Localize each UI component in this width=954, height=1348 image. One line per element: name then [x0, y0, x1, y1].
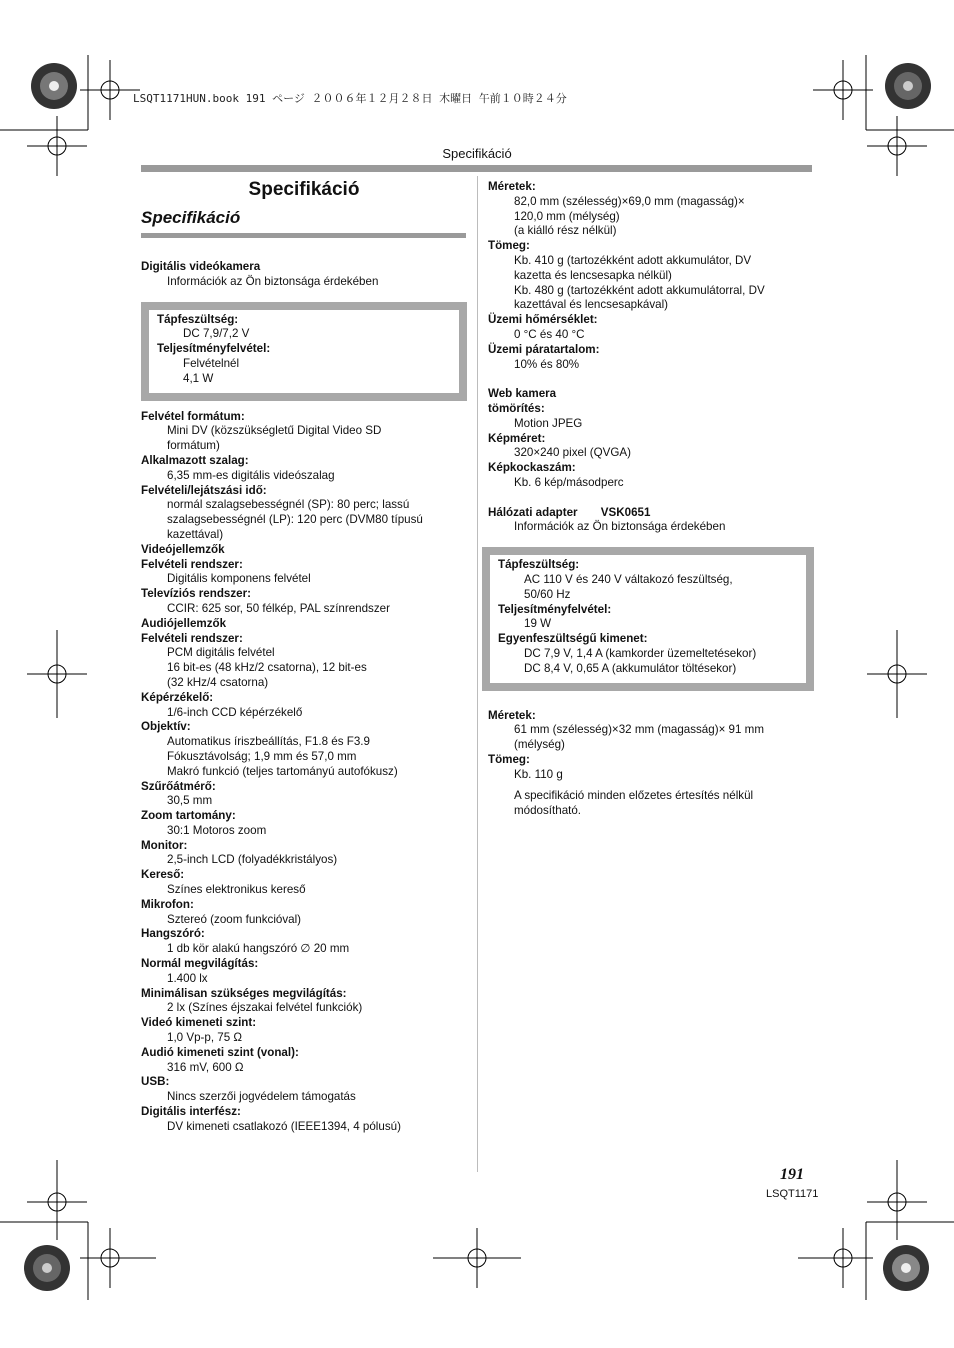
adapter-box — [482, 547, 814, 690]
spec-label: Tápfeszültség: — [498, 558, 580, 572]
spec-label: Televíziós rendszer: — [141, 587, 251, 601]
spec-value: 320×240 pixel (QVGA) — [514, 446, 631, 460]
page-number: 191 — [780, 1166, 804, 1183]
spec-label: Hangszóró: — [141, 927, 205, 941]
spec-value: kazettával és lencsesapkával) — [514, 298, 669, 312]
spec-value: DC 7,9 V, 1,4 A (kamkorder üzemeltetésekor) — [524, 646, 757, 660]
spec-value: Fókusztávolság; 1,9 mm és 57,0 mm — [167, 749, 357, 763]
spec-value: normál szalagsebességnél (SP): 80 perc; lassú — [167, 498, 410, 512]
spec-value: Információk az Ön biztonsága érdekében — [514, 520, 726, 534]
spec-label: Üzemi páratartalom: — [488, 342, 600, 356]
spec-value: 4,1 W — [183, 371, 214, 385]
spec-label: Képméret: — [488, 431, 546, 445]
starburst-tl — [31, 63, 77, 109]
target-tl — [80, 60, 140, 120]
left-column — [141, 177, 467, 1135]
spec-label: USB: — [141, 1075, 170, 1089]
spec-value: 61 mm (szélesség)×32 mm (magasság)× 91 mm — [514, 723, 764, 737]
spec-value: szalagsebességnél (LP): 120 perc (DVM80 típusú — [167, 513, 423, 527]
spec-value: 316 mV, 600 Ω — [167, 1060, 244, 1074]
spec-label: Felvételi rendszer: — [141, 631, 243, 645]
spec-label: Méretek: — [488, 708, 536, 722]
right-column — [488, 180, 810, 819]
spec-label: Monitor: — [141, 838, 188, 852]
spec-label: Videó kimeneti szint: — [141, 1016, 257, 1030]
spec-value: 1,0 Vp-p, 75 Ω — [167, 1031, 243, 1045]
column-divider — [477, 176, 478, 1172]
running-head: Specifikáció — [442, 146, 512, 161]
spec-value: Motion JPEG — [514, 416, 583, 430]
spec-label: Felvételi/lejátszási idő: — [141, 483, 267, 497]
spec-value: (mélység) — [514, 738, 565, 752]
spec-label: Tápfeszültség: — [157, 312, 239, 326]
spec-value: Színes elektronikus kereső — [167, 883, 306, 897]
spec-group-heading: Web kamera — [488, 387, 557, 401]
spec-label: Felvételi rendszer: — [141, 557, 243, 571]
spec-value: DV kimeneti csatlakozó (IEEE1394, 4 pólusú) — [167, 1119, 401, 1133]
spec-value: DC 7,9/7,2 V — [183, 327, 250, 341]
spec-label: Felvétel formátum: — [141, 409, 245, 423]
spec-label: Üzemi hőmérséklet: — [488, 313, 598, 327]
adapter-heading — [488, 506, 810, 521]
spec-value: kazetta és lencsesapka nélkül) — [514, 268, 672, 282]
spec-value: Kb. 110 g — [514, 767, 563, 781]
spec-value: 6,35 mm-es digitális videószalag — [167, 468, 335, 482]
spec-group-heading: Audiójellemzők — [141, 616, 227, 630]
spec-value: Információk az Ön biztonsága érdekében — [167, 274, 379, 288]
spec-value: 2,5-inch LCD (folyadékkristályos) — [167, 853, 338, 867]
spec-label: Digitális videókamera — [141, 260, 261, 273]
spec-label: Képkockaszám: — [488, 461, 576, 475]
spec-value: 16 bit-es (48 kHz/2 csatorna), 12 bit-es — [167, 661, 367, 675]
adapter-model: VSK0651 — [600, 505, 651, 519]
spec-label: Zoom tartomány: — [141, 809, 236, 823]
spec-label: Szűrőátmérő: — [141, 779, 216, 793]
spec-label: Minimálisan szükséges megvilágítás: — [141, 986, 347, 1000]
spec-value: Felvételnél — [183, 356, 240, 370]
spec-label: tömörítés: — [488, 401, 545, 415]
spec-value: 82,0 mm (szélesség)×69,0 mm (magasság)× — [514, 194, 745, 208]
spec-value: 0 °C és 40 °C — [514, 327, 585, 341]
top-rule — [141, 165, 812, 172]
spec-value: (a kiálló rész nélkül) — [514, 224, 617, 238]
spec-value: 19 W — [524, 617, 552, 631]
spec-value: 30:1 Motoros zoom — [167, 823, 267, 837]
spec-label: Teljesítményfelvétel: — [157, 342, 271, 356]
spec-value: Mini DV (közszükségletű Digital Video SD — [167, 424, 382, 438]
spec-label: Normál megvilágítás: — [141, 957, 259, 971]
spec-label: Képérzékelő: — [141, 690, 214, 704]
spec-label: Alkalmazott szalag: — [141, 453, 249, 467]
page-title: Specifikáció — [248, 179, 360, 200]
section-subtitle: Specifikáció — [141, 208, 241, 227]
spec-value: Kb. 480 g (tartozékként adott akkumulátorral, DV — [514, 283, 765, 297]
spec-label: Méretek: — [488, 180, 536, 193]
doc-code: LSQT1171 — [766, 1188, 819, 1200]
spec-value: kazettával) — [167, 527, 224, 541]
spec-label: Teljesítményfelvétel: — [498, 602, 612, 616]
spec-value: Nincs szerzői jogvédelem támogatás — [167, 1090, 356, 1104]
adapter-label: Hálózati adapter — [488, 505, 578, 519]
spec-value: Digitális komponens felvétel — [167, 572, 311, 586]
spec-value: 1 db kör alakú hangszóró ∅ 20 mm — [167, 942, 350, 956]
spec-value: 1.400 lx — [167, 971, 208, 985]
spec-value: Makró funkció (teljes tartományú autofókusz) — [167, 764, 398, 778]
spec-value: DC 8,4 V, 0,65 A (akkumulátor töltésekor) — [524, 661, 737, 675]
note: módosítható. — [514, 804, 582, 818]
spec-label: Digitális interfész: — [141, 1105, 241, 1119]
power-box — [141, 302, 467, 401]
spec-value: 120,0 mm (mélység) — [514, 209, 620, 223]
spec-label: Tömeg: — [488, 752, 530, 766]
spec-value: formátum) — [167, 439, 220, 453]
note: A specifikáció minden előzetes értesítés nélkül — [514, 789, 754, 803]
spec-value: 30,5 mm — [167, 794, 213, 808]
spec-value: CCIR: 625 sor, 50 félkép, PAL színrendszer — [167, 601, 390, 615]
spec-label: Kereső: — [141, 868, 185, 882]
spec-value: Kb. 410 g (tartozékként adott akkumulátor, DV — [514, 253, 752, 267]
spec-value: Sztereó (zoom funkcióval) — [167, 912, 302, 926]
spec-value: 1/6-inch CCD képérzékelő — [167, 705, 303, 719]
spec-value: 2 lx (Színes éjszakai felvétel funkciók) — [167, 1001, 363, 1015]
spec-value: 50/60 Hz — [524, 587, 571, 601]
spec-value: AC 110 V és 240 V váltakozó feszültség, — [524, 572, 733, 586]
spec-label: Objektív: — [141, 720, 191, 734]
spec-label: Mikrofon: — [141, 897, 194, 911]
spec-label: Audió kimeneti szint (vonal): — [141, 1045, 299, 1059]
spec-label: Egyenfeszültségű kimenet: — [498, 632, 648, 646]
spec-value: 10% és 80% — [514, 357, 580, 371]
spec-group-heading: Videójellemzők — [141, 542, 225, 556]
spec-label: Tömeg: — [488, 239, 530, 253]
spec-value: (32 kHz/4 csatorna) — [167, 675, 269, 689]
spec-value: Automatikus íriszbeállítás, F1.8 és F3.9 — [167, 735, 370, 749]
spec-value: PCM digitális felvétel — [167, 646, 275, 660]
spec-value: Kb. 6 kép/másodperc — [514, 475, 624, 489]
print-header: LSQT1171HUN.book 191 ページ ２００６年１２月２８日 木曜日 午前１０時２４分 — [133, 92, 567, 105]
